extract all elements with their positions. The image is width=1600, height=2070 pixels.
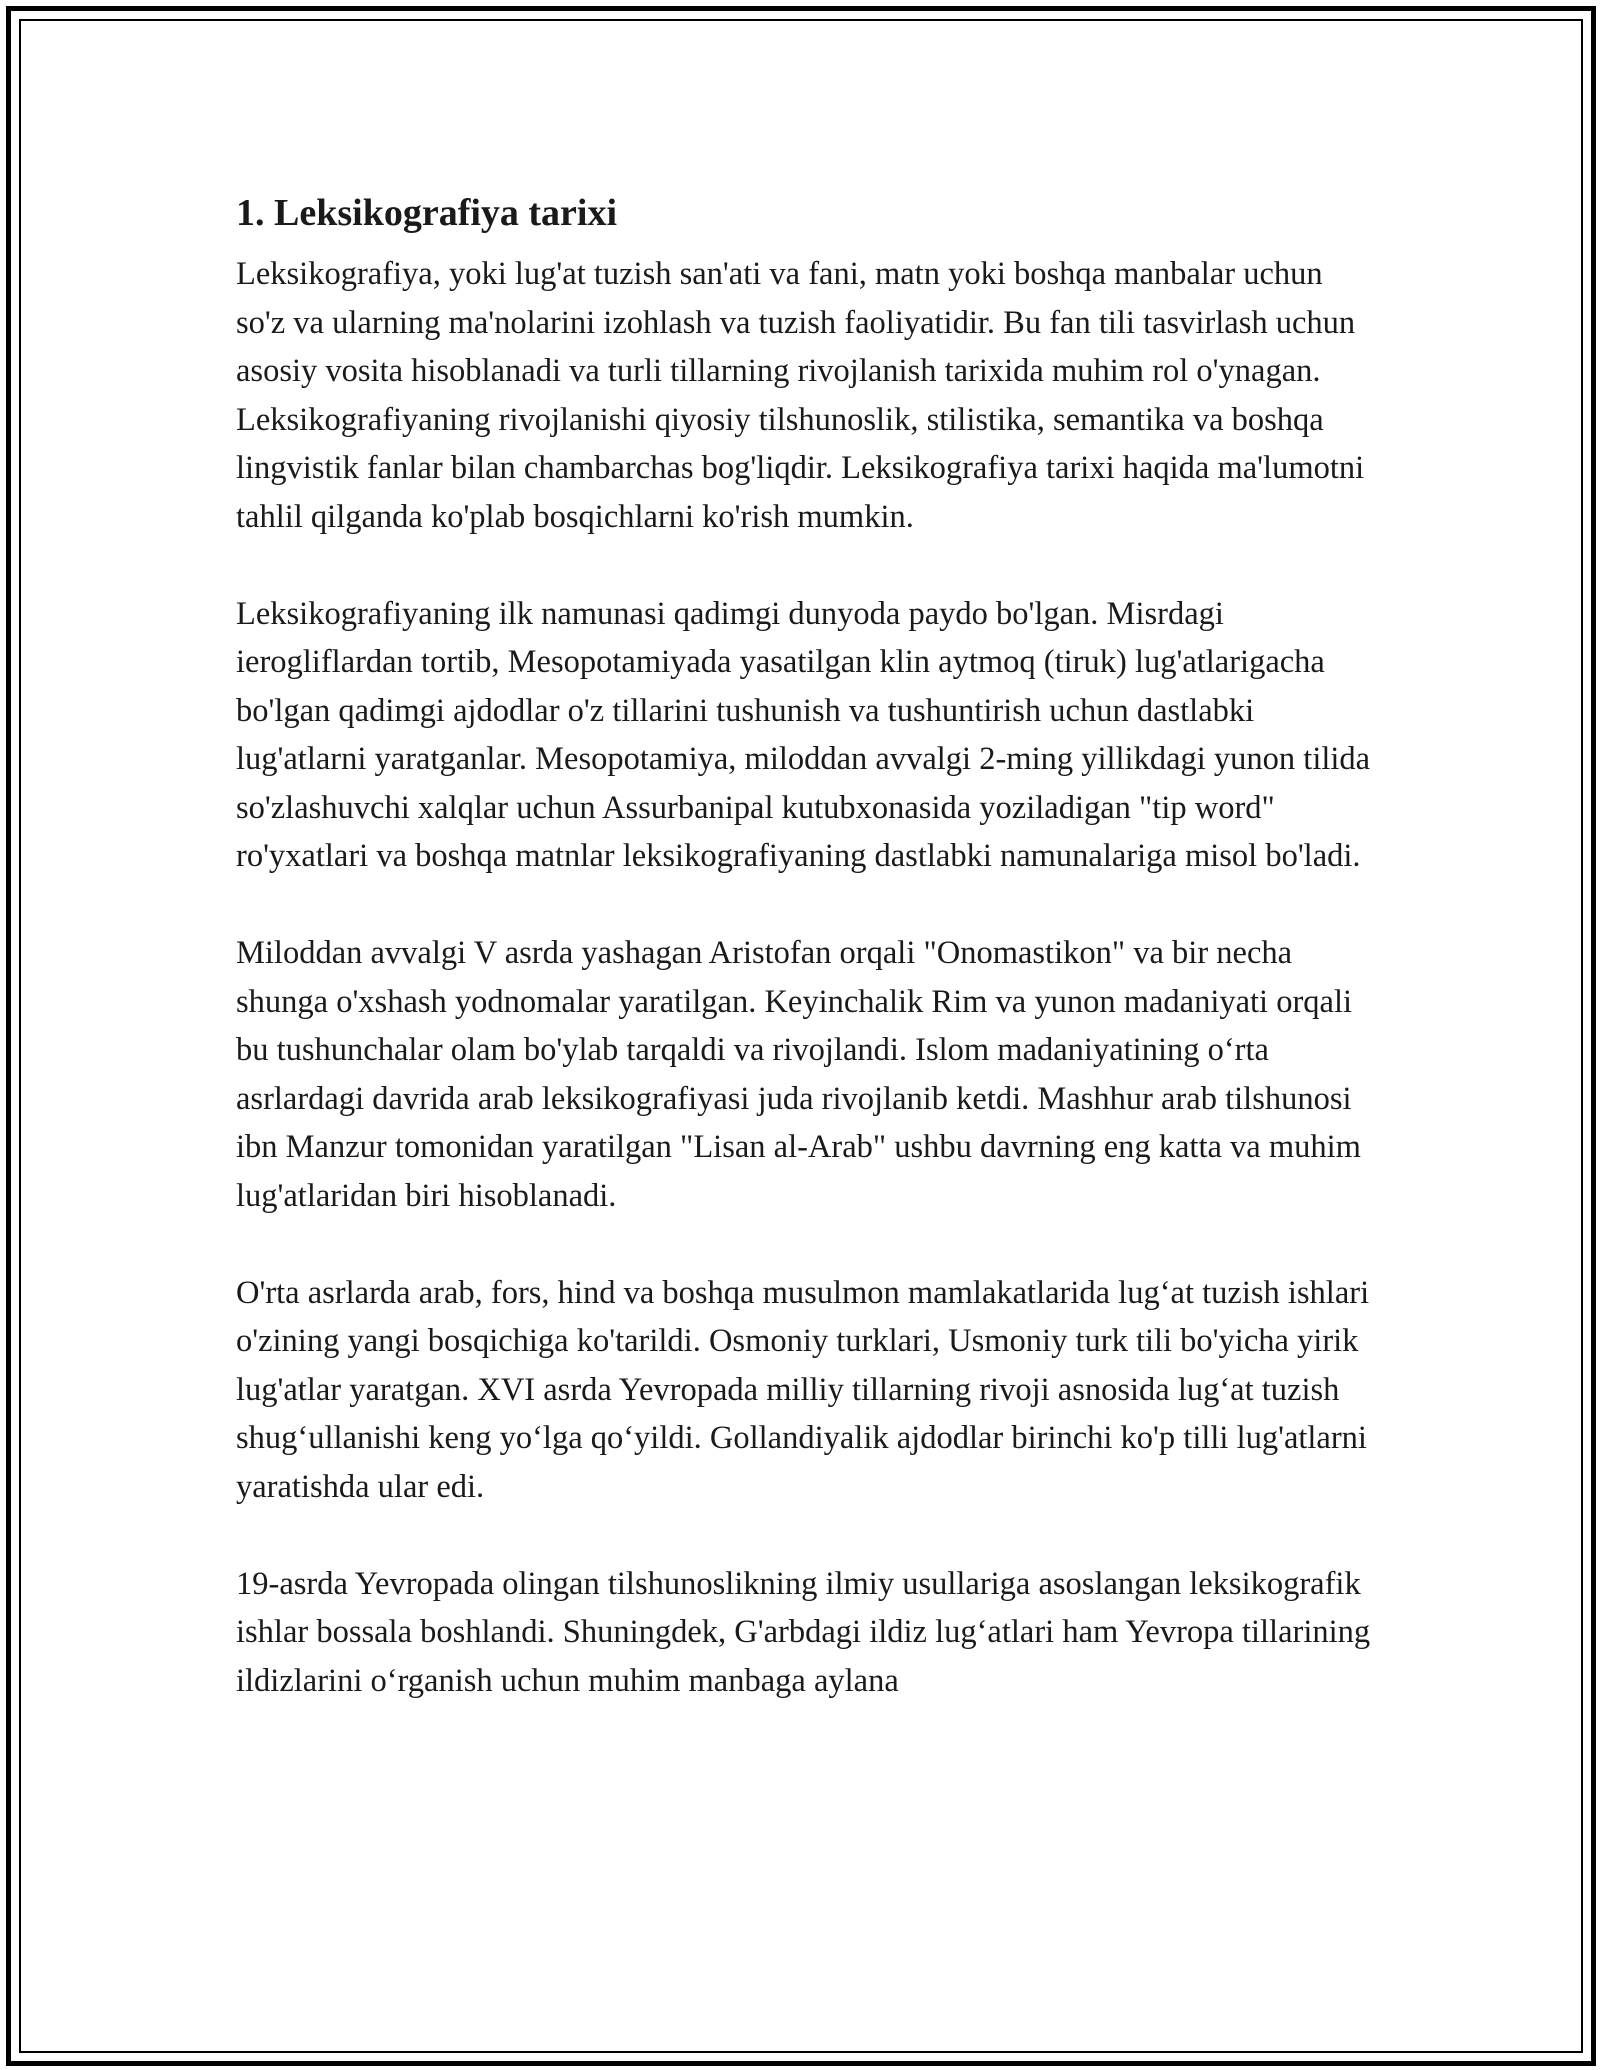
- paragraph-4: O'rta asrlarda arab, fors, hind va boshqa musulmon mamlakatlarida lugʻat tuzish ishlari o'zining yangi bosqichiga ko'tarildi. Osmoniy turklari, Usmoniy turk tili bo'yicha yirik lug'atlar yaratgan. XVI asrda Yevropada milliy tillarning rivoji asnosida lugʻat tuzish shugʻullanishi keng yoʻlga qoʻyildi. Gollandiyalik ajdodlar birinchi ko'p tilli lug'atlarni yaratishda ular edi.: [236, 1274, 1370, 1505]
- paragraph-5: 19-asrda Yevropada olingan tilshunoslikning ilmiy usullariga asoslangan leksikografik ishlar bossala boshlandi. Shuningdek, G'arbdagi ildiz lugʻatlari ham Yevropa tillarining ildizlarini oʻrganish uchun muhim manbaga aylana: [236, 1565, 1371, 1699]
- document-body: [236, 188, 1376, 1754]
- paragraph-1: Leksikografiya, yoki lug'at tuzish san'ati va fani, matn yoki boshqa manbalar uchun so'z va ularning ma'nolarini izohlash va tuzish faoliyatidir. Bu fan tili tasvirlash uchun asosiy vosita hisoblanadi va turli tillarning rivojlanish tarixida muhim rol o'ynagan. Leksikografiyaning rivojlanishi qiyosiy tilshunoslik, stilistika, semantika va boshqa lingvistik fanlar bilan chambarchas bog'liqdir. Leksikografiya tarixi haqida ma'lumotni tahlil qilganda ko'plab bosqichlarni ko'rish mumkin.: [236, 256, 1365, 535]
- paragraph-2: Leksikografiyaning ilk namunasi qadimgi dunyoda paydo bo'lgan. Misrdagi ierogliflardan tortib, Mesopotamiyada yasatilgan klin aytmoq (tiruk) lug'atlarigacha bo'lgan qadimgi ajdodlar o'z tillarini tushunish va tushuntirish uchun dastlabki lug'atlarni yaratganlar. Mesopotamiya, miloddan avvalgi 2-ming yillikdagi yunon tilida so'zlashuvchi xalqlar uchun Assurbanipal kutubxonasida yoziladigan "tip word" ro'yxatlari va boshqa matnlar leksikografiyaning dastlabki namunalariga misol bo'ladi.: [236, 595, 1371, 874]
- section-heading: 1. Leksikografiya tarixi: [236, 192, 618, 234]
- paragraph-3: Miloddan avvalgi V asrda yashagan Aristofan orqali "Onomastikon" va bir necha shunga o'xshash yodnomalar yaratilgan. Keyinchalik Rim va yunon madaniyati orqali bu tushunchalar olam bo'ylab tarqaldi va rivojlandi. Islom madaniyatining oʻrta asrlardagi davrida arab leksikografiyasi juda rivojlanib ketdi. Mashhur arab tilshunosi ibn Manzur tomonidan yaratilgan "Lisan al-Arab" ushbu davrning eng katta va muhim lug'atlaridan biri hisoblanadi.: [236, 935, 1361, 1214]
